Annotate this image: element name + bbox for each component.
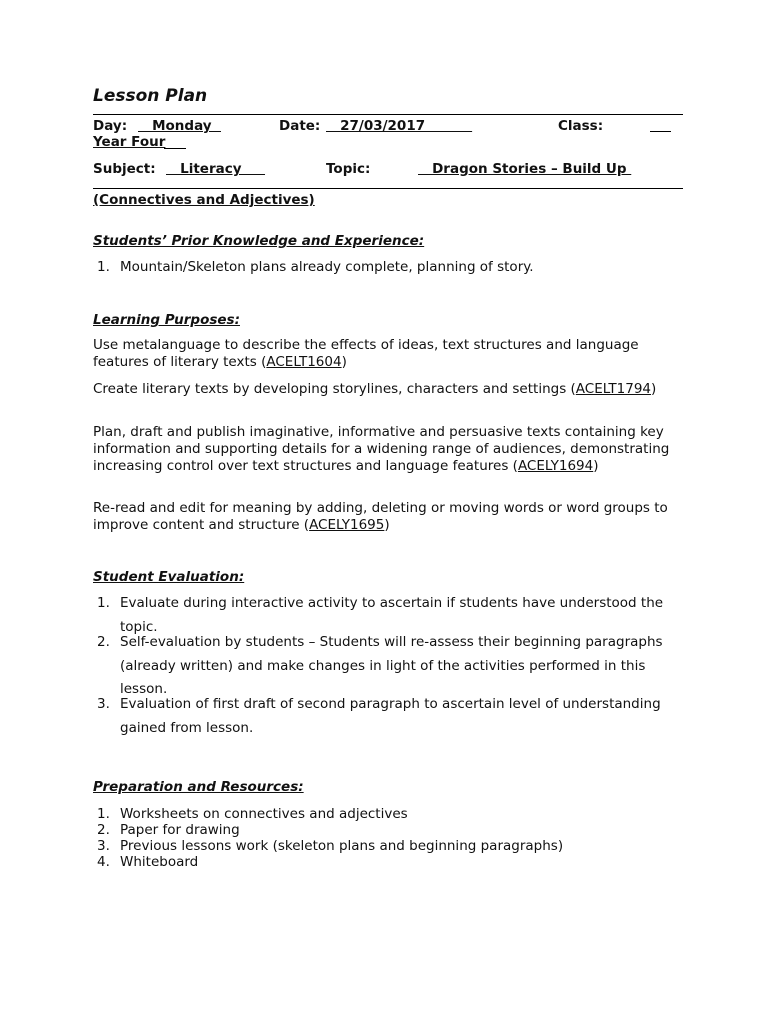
day-value: Monday [138,118,221,134]
date-value: 27/03/2017 [326,118,473,134]
list-item: Evaluation of first draft of second paragraph to ascertain level of understanding gained from lesson. [120,696,661,736]
divider [93,114,683,115]
list-number: 1. [97,595,110,611]
purpose-tail: ) [651,381,657,397]
curriculum-code-link[interactable]: ACELT1604 [266,354,342,370]
curriculum-code-link[interactable]: ACELT1794 [575,381,652,397]
purpose-text: Create literary texts by developing storylines, characters and settings ( [93,381,576,397]
purpose-text: Plan, draft and publish imaginative, informative and persuasive texts containing key information and supporting details for a widening range of audiences, demonstrating increasing control over text structures and language features ( [93,424,670,474]
purpose-text: Use metalanguage to describe the effects of ideas, text structures and language features of literary texts ( [93,337,639,370]
subject-label: Subject: [93,161,156,177]
subject-value: Literacy [166,161,266,177]
list-item: Evaluate during interactive activity to ascertain if students have understood the topic. [120,595,664,635]
date-label: Date: [279,118,321,134]
learning-purpose [93,424,683,475]
class-blank-tail [164,148,186,149]
list-item: Previous lessons work (skeleton plans and beginning paragraphs) [120,838,564,854]
list-item: Paper for drawing [120,822,240,838]
list-item: Self-evaluation by students – Students will re-assess their beginning paragraphs (already written) and make changes in light of the activities performed in this lesson. [120,634,663,697]
class-label: Class: [558,118,604,134]
purpose-tail: ) [384,517,390,533]
evaluation-heading: Student Evaluation: [93,569,245,585]
curriculum-code-link[interactable]: ACELY1695 [309,517,385,533]
learning-purpose [93,381,683,398]
list-number: 1. [97,259,110,275]
list-number: 2. [97,634,110,650]
class-value: Year Four [93,134,166,150]
list-item: Mountain/Skeleton plans already complete, planning of story. [120,259,534,275]
list-number: 4. [97,854,110,870]
resources-heading: Preparation and Resources: [93,779,304,795]
purpose-tail: ) [341,354,347,370]
divider [93,188,683,189]
learning-purpose [93,337,683,371]
class-blank [650,131,671,132]
purpose-tail: ) [593,458,599,474]
page-title: Lesson Plan [93,86,208,106]
list-item: Worksheets on connectives and adjectives [120,806,408,822]
learning-purpose [93,500,683,534]
purpose-text: Re-read and edit for meaning by adding, deleting or moving words or word groups to improve content and structure ( [93,500,668,533]
list-number: 3. [97,696,110,712]
learning-purposes-heading: Learning Purposes: [93,312,240,328]
topic-value: Dragon Stories – Build Up [418,161,632,177]
list-number: 3. [97,838,110,854]
lesson-focus: (Connectives and Adjectives) [93,192,315,208]
curriculum-code-link[interactable]: ACELY1694 [517,458,594,474]
list-item: Whiteboard [120,854,199,870]
list-number: 2. [97,822,110,838]
topic-label: Topic: [326,161,371,177]
prior-knowledge-heading: Students’ Prior Knowledge and Experience: [93,233,425,249]
day-label: Day: [93,118,128,134]
list-number: 1. [97,806,110,822]
